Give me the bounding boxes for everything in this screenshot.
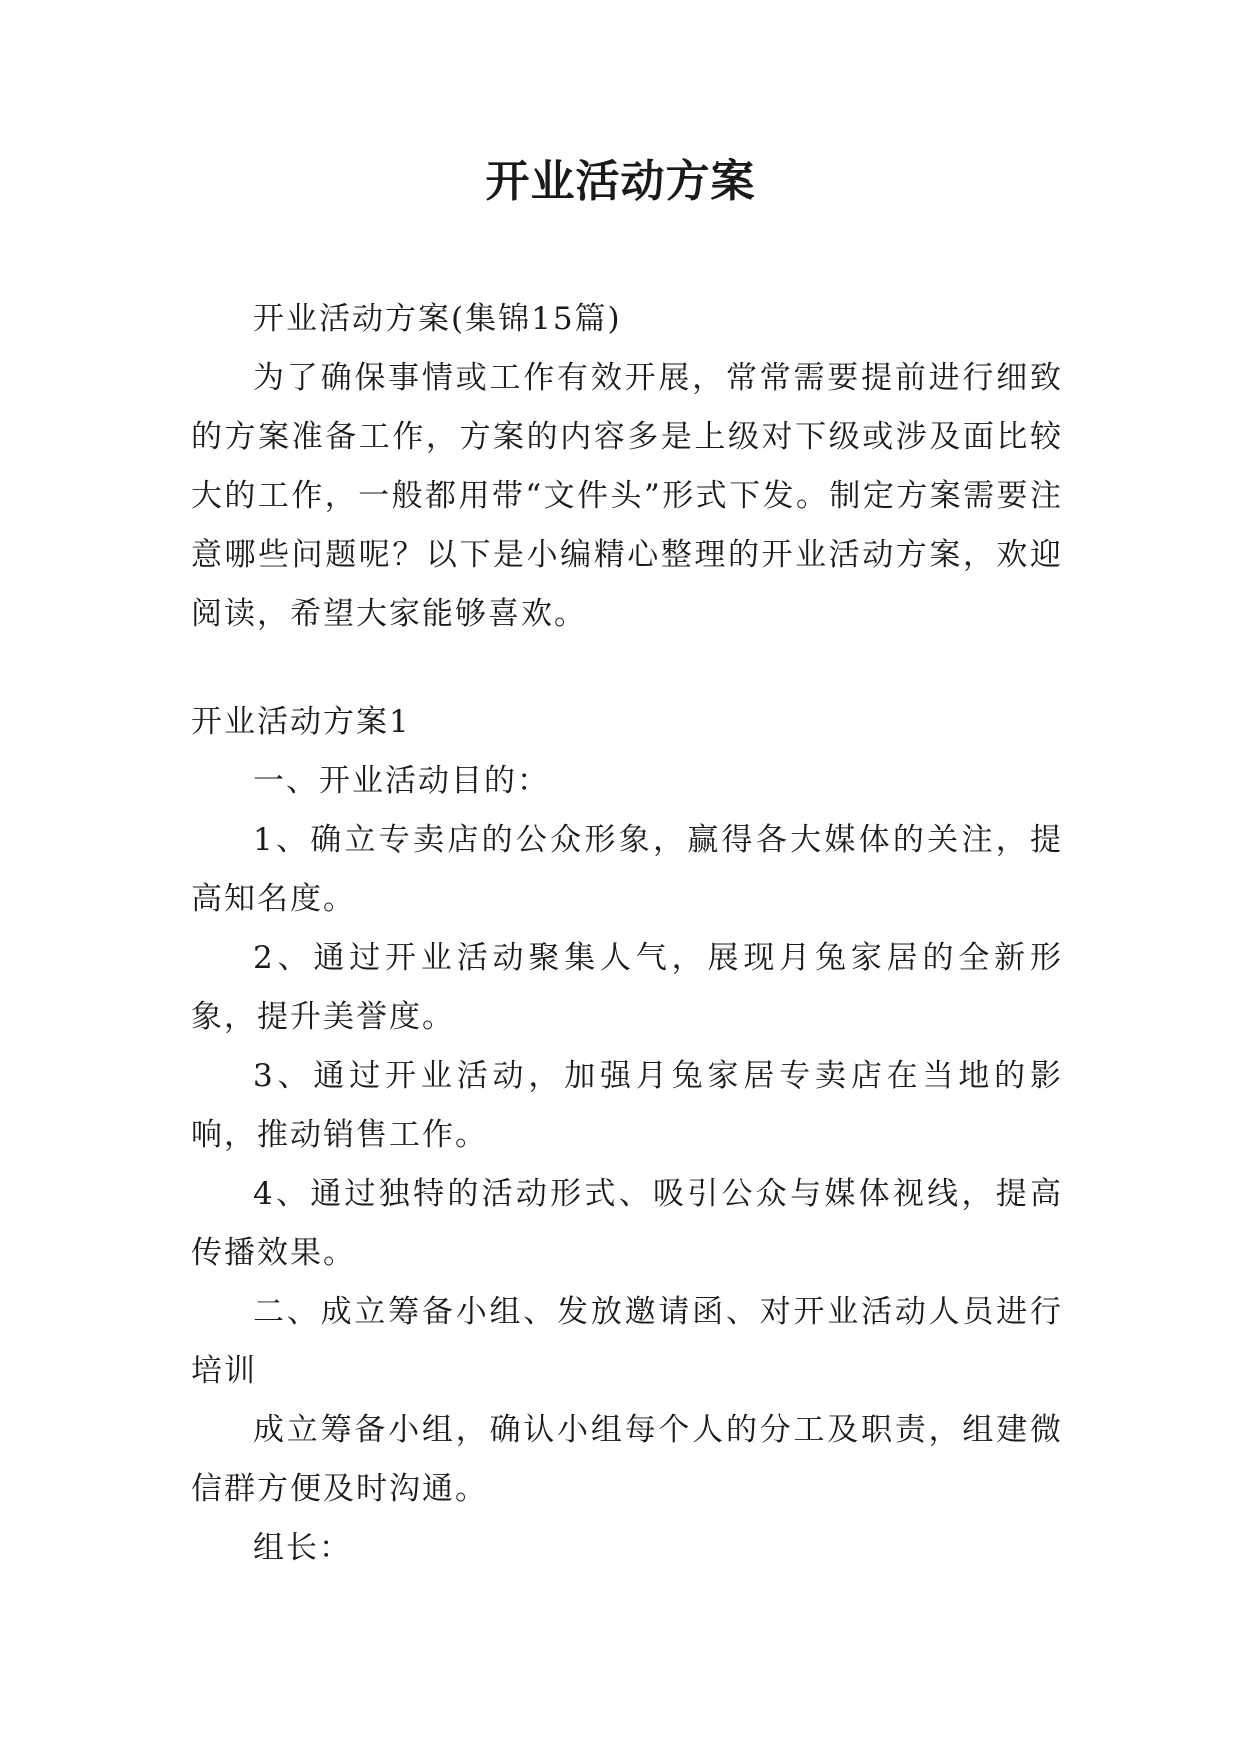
intro-paragraph: 为了确保事情或工作有效开展，常常需要提前进行细致的方案准备工作，方案的内容多是上级对下级或涉及面比较大的工作，一般都用带“文件头”形式下发。制定方案需要注意哪些问题呢？以下是小编精心整理的开业活动方案，欢迎阅读，希望大家能够喜欢。 [191, 360, 1063, 632]
body-paragraph: 2、通过开业活动聚集人气，展现月兔家居的全新形象，提升美誉度。 [191, 940, 1063, 1035]
body-paragraph: 4、通过独特的活动形式、吸引公众与媒体视线，提高传播效果。 [191, 1176, 1063, 1271]
body-paragraph: 一、开业活动目的： [253, 763, 550, 799]
section-heading: 开业活动方案1 [191, 704, 411, 740]
document-title: 开业活动方案 [485, 156, 756, 207]
body-paragraph: 1、确立专卖店的公众形象，赢得各大媒体的关注，提高知名度。 [191, 822, 1063, 917]
body-paragraph: 3、通过开业活动，加强月兔家居专卖店在当地的影响，推动销售工作。 [191, 1058, 1063, 1153]
document-body [191, 290, 1063, 1578]
body-paragraph: 二、成立筹备小组、发放邀请函、对开业活动人员进行培训 [191, 1294, 1063, 1389]
body-paragraph: 组长： [253, 1530, 352, 1566]
body-paragraph: 成立筹备小组，确认小组每个人的分工及职责，组建微信群方便及时沟通。 [191, 1412, 1063, 1507]
document-subtitle: 开业活动方案(集锦15篇) [253, 301, 622, 337]
